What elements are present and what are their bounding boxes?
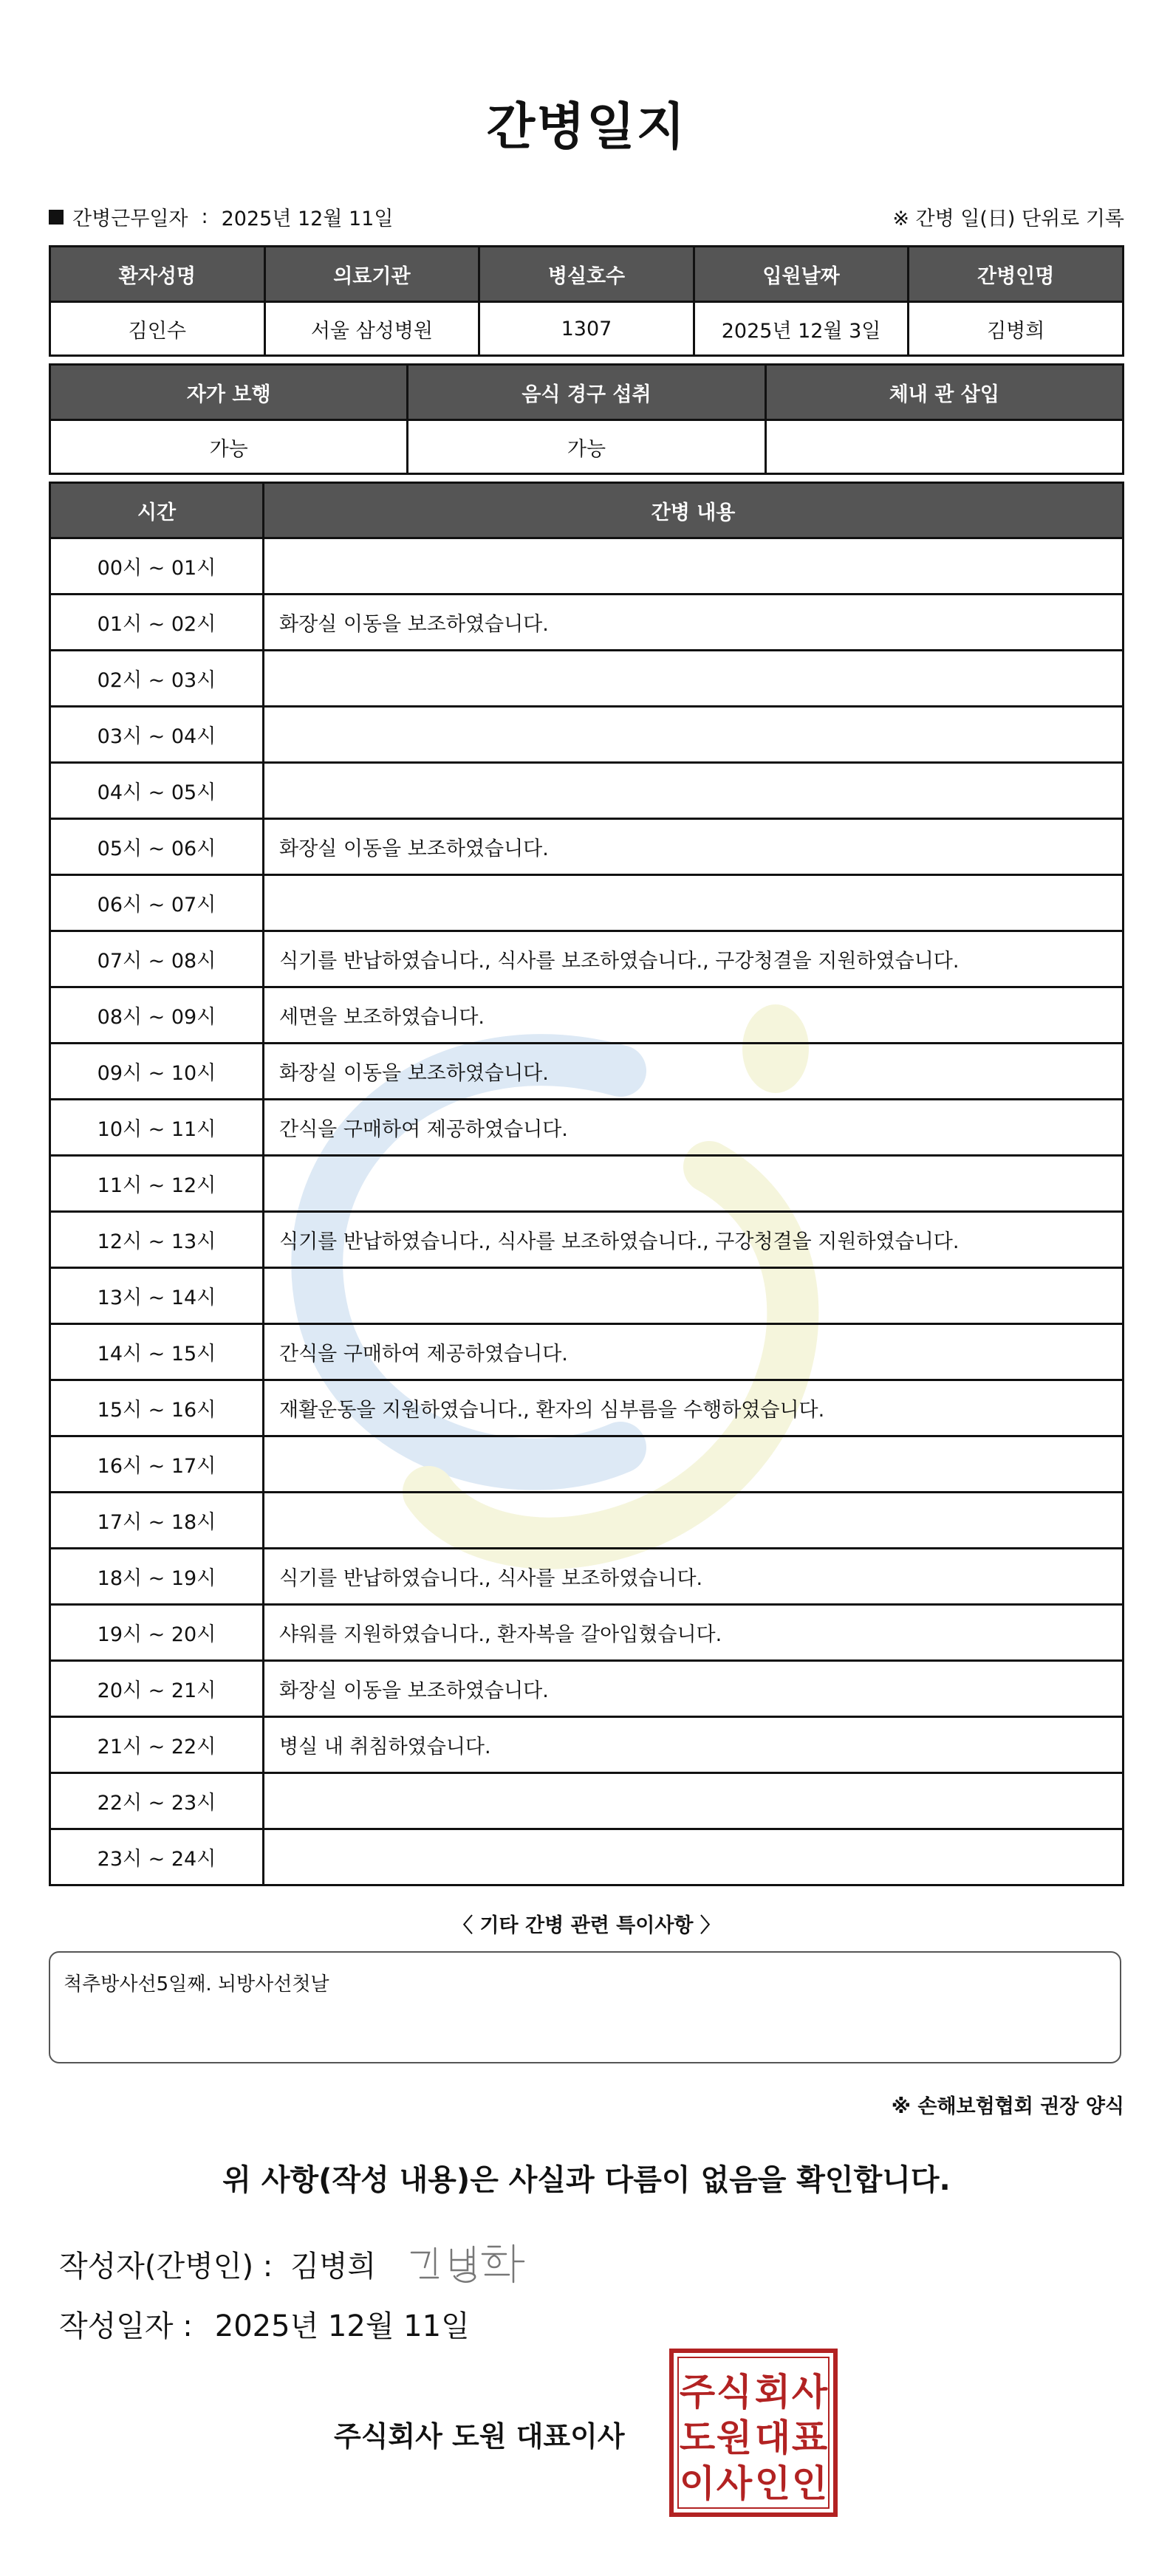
care-log-row <box>50 987 1124 1044</box>
square-bullet-icon <box>49 210 64 225</box>
care-log-row <box>50 819 1124 875</box>
special-notes-text: 척추방사선5일째. 뇌방사선첫날 <box>64 1973 329 1996</box>
write-date-label: 작성일자 : <box>59 2309 193 2343</box>
care-log-row <box>50 763 1124 819</box>
care-log-body <box>50 538 1124 1885</box>
log-content-cell: 간식을 구매하여 제공하였습니다. <box>264 1100 1124 1156</box>
care-log-row <box>50 1493 1124 1549</box>
log-time-cell: 18시 ~ 19시 <box>50 1549 264 1605</box>
room-number-header: 병실호수 <box>479 247 694 302</box>
log-time-cell: 16시 ~ 17시 <box>50 1436 264 1493</box>
log-time-cell: 07시 ~ 08시 <box>50 931 264 987</box>
log-time-cell: 22시 ~ 23시 <box>50 1773 264 1829</box>
form-source-note: ※ 손해보험협회 권장 양식 <box>891 2095 1124 2118</box>
log-time-cell: 03시 ~ 04시 <box>50 707 264 763</box>
log-content-cell <box>264 1493 1124 1549</box>
patient-info-table <box>49 245 1124 357</box>
patient-info-header-row <box>50 247 1124 302</box>
log-time-cell: 00시 ~ 01시 <box>50 538 264 595</box>
log-content-cell: 간식을 구매하여 제공하였습니다. <box>264 1324 1124 1380</box>
room-number-value: 1307 <box>479 302 694 356</box>
special-notes-title: 〈 기타 간병 관련 특이사항 〉 <box>453 1914 720 1937</box>
svg-text:사: 사 <box>791 2371 828 2414</box>
work-date-label: 간병근무일자 <box>72 208 188 230</box>
log-content-cell <box>264 1156 1124 1212</box>
care-log-row <box>50 1044 1124 1100</box>
self-walking-header: 자가 보행 <box>50 365 408 420</box>
patient-status-value-row <box>50 420 1124 474</box>
care-log-row <box>50 1212 1124 1268</box>
care-log-row <box>50 1605 1124 1661</box>
log-content-cell <box>264 707 1124 763</box>
patient-info-value-row <box>50 302 1124 356</box>
log-time-cell: 12시 ~ 13시 <box>50 1212 264 1268</box>
svg-text:회: 회 <box>754 2371 791 2414</box>
confirmation-statement: 위 사항(작성 내용)은 사실과 다름이 없음을 확인합니다. <box>222 2163 951 2197</box>
log-time-cell: 15시 ~ 16시 <box>50 1380 264 1436</box>
care-log-row <box>50 1380 1124 1436</box>
admission-date-header: 입원날짜 <box>694 247 909 302</box>
log-content-cell: 식기를 반납하였습니다., 식사를 보조하였습니다., 구강청결을 지원하였습니다. <box>264 931 1124 987</box>
svg-text:대: 대 <box>754 2416 791 2459</box>
svg-text:이: 이 <box>679 2462 716 2505</box>
writer-name: 김병희 <box>290 2249 377 2284</box>
svg-text:표: 표 <box>791 2416 828 2459</box>
care-log-row <box>50 595 1124 651</box>
time-header: 시간 <box>50 483 264 538</box>
log-time-cell: 04시 ~ 05시 <box>50 763 264 819</box>
care-log-row <box>50 931 1124 987</box>
care-log-row <box>50 1829 1124 1885</box>
log-content-cell: 병실 내 취침하였습니다. <box>264 1717 1124 1773</box>
log-content-cell <box>264 1436 1124 1493</box>
write-date-value: 2025년 12월 11일 <box>214 2309 470 2343</box>
patient-status-header-row <box>50 365 1124 420</box>
log-time-cell: 10시 ~ 11시 <box>50 1100 264 1156</box>
patient-name-value: 김인수 <box>50 302 265 356</box>
care-log-row <box>50 538 1124 595</box>
log-time-cell: 06시 ~ 07시 <box>50 875 264 931</box>
hospital-header: 의료기관 <box>264 247 479 302</box>
care-log-row <box>50 1436 1124 1493</box>
log-time-cell: 02시 ~ 03시 <box>50 651 264 707</box>
page-title: 간병일지 <box>486 98 687 157</box>
company-representative: 주식회사 도원 대표이사 <box>334 2420 625 2453</box>
oral-intake-header: 음식 경구 섭취 <box>408 365 765 420</box>
log-time-cell: 11시 ~ 12시 <box>50 1156 264 1212</box>
log-time-cell: 13시 ~ 14시 <box>50 1268 264 1324</box>
log-content-cell: 재활운동을 지원하였습니다., 환자의 심부름을 수행하였습니다. <box>264 1380 1124 1436</box>
care-log-row <box>50 875 1124 931</box>
log-content-cell <box>264 538 1124 595</box>
patient-name-header: 환자성명 <box>50 247 265 302</box>
svg-text:인: 인 <box>754 2462 791 2505</box>
log-content-cell <box>264 1829 1124 1885</box>
log-content-cell: 화장실 이동을 보조하였습니다. <box>264 1044 1124 1100</box>
log-content-cell <box>264 763 1124 819</box>
log-time-cell: 09시 ~ 10시 <box>50 1044 264 1100</box>
writer-row <box>59 2238 531 2289</box>
care-log-row <box>50 1661 1124 1717</box>
care-log-row <box>50 1156 1124 1212</box>
record-unit-note: ※ 간병 일(日) 단위로 기록 <box>892 208 1124 230</box>
care-log-row <box>50 1324 1124 1380</box>
care-log-header-row <box>50 483 1124 538</box>
svg-text:사: 사 <box>716 2462 753 2505</box>
log-content-cell <box>264 651 1124 707</box>
log-time-cell: 14시 ~ 15시 <box>50 1324 264 1380</box>
caregiver-name-value: 김병희 <box>909 302 1124 356</box>
care-log-row <box>50 1549 1124 1605</box>
log-time-cell: 17시 ~ 18시 <box>50 1493 264 1549</box>
oral-intake-value: 가능 <box>408 420 765 474</box>
tube-insertion-header: 체내 관 삽입 <box>765 365 1123 420</box>
special-notes-box <box>49 1951 1121 2063</box>
care-log-row <box>50 1717 1124 1773</box>
svg-text:도: 도 <box>679 2416 716 2459</box>
writer-label: 작성자(간병인) : <box>59 2249 273 2284</box>
log-content-cell: 샤워를 지원하였습니다., 환자복을 갈아입혔습니다. <box>264 1605 1124 1661</box>
write-date-row <box>59 2303 470 2345</box>
log-content-cell: 화장실 이동을 보조하였습니다. <box>264 595 1124 651</box>
company-seal-icon <box>669 2349 838 2517</box>
hospital-value: 서울 삼성병원 <box>264 302 479 356</box>
care-log-table <box>49 482 1124 1886</box>
work-date-colon: : <box>201 205 208 228</box>
log-content-cell: 화장실 이동을 보조하였습니다. <box>264 819 1124 875</box>
log-content-cell: 식기를 반납하였습니다., 식사를 보조하였습니다., 구강청결을 지원하였습니다. <box>264 1212 1124 1268</box>
care-content-header: 간병 내용 <box>264 483 1124 538</box>
admission-date-value: 2025년 12월 3일 <box>694 302 909 356</box>
log-content-cell <box>264 875 1124 931</box>
work-date-value: 2025년 12월 11일 <box>221 208 394 230</box>
care-log-row <box>50 707 1124 763</box>
log-time-cell: 08시 ~ 09시 <box>50 987 264 1044</box>
log-content-cell <box>264 1268 1124 1324</box>
work-date-row <box>49 202 393 231</box>
care-log-row <box>50 651 1124 707</box>
log-content-cell: 화장실 이동을 보조하였습니다. <box>264 1661 1124 1717</box>
log-content-cell: 식기를 반납하였습니다., 식사를 보조하였습니다. <box>264 1549 1124 1605</box>
svg-text:원: 원 <box>716 2416 753 2459</box>
care-log-row <box>50 1100 1124 1156</box>
svg-text:식: 식 <box>716 2371 753 2414</box>
handwritten-signature-icon <box>406 2238 531 2289</box>
care-log-row <box>50 1773 1124 1829</box>
patient-status-table <box>49 363 1124 475</box>
log-time-cell: 19시 ~ 20시 <box>50 1605 264 1661</box>
svg-text:인: 인 <box>791 2462 828 2505</box>
svg-text:주: 주 <box>679 2371 716 2414</box>
care-log-row <box>50 1268 1124 1324</box>
log-time-cell: 20시 ~ 21시 <box>50 1661 264 1717</box>
caregiver-name-header: 간병인명 <box>909 247 1124 302</box>
log-content-cell: 세면을 보조하였습니다. <box>264 987 1124 1044</box>
log-content-cell <box>264 1773 1124 1829</box>
log-time-cell: 05시 ~ 06시 <box>50 819 264 875</box>
log-time-cell: 01시 ~ 02시 <box>50 595 264 651</box>
tube-insertion-value <box>765 420 1123 474</box>
log-time-cell: 21시 ~ 22시 <box>50 1717 264 1773</box>
self-walking-value: 가능 <box>50 420 408 474</box>
log-time-cell: 23시 ~ 24시 <box>50 1829 264 1885</box>
